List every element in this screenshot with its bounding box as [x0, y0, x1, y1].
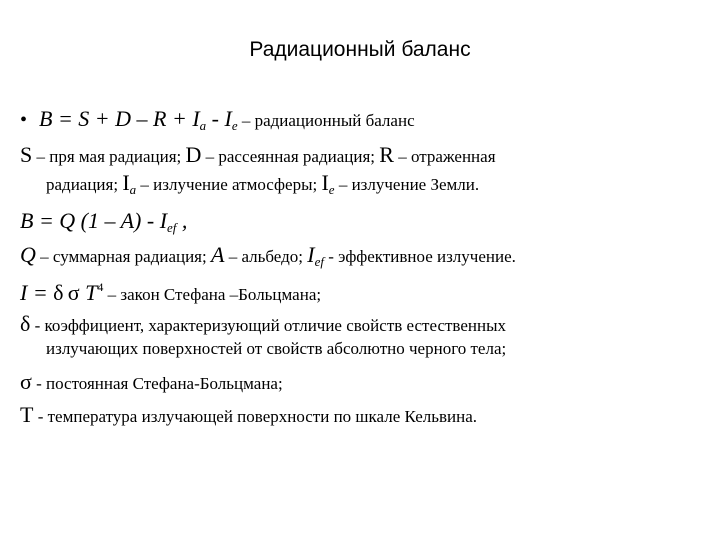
symbol: A [210, 242, 225, 267]
formula-text: , [176, 208, 188, 233]
symbol: T [79, 280, 98, 305]
symbol: I [122, 170, 130, 195]
subscript: e [328, 182, 335, 197]
symbol: R [379, 142, 394, 167]
symbol: S [20, 142, 33, 167]
definition-text: – пря мая радиация; [32, 147, 186, 166]
symbol: I [321, 170, 329, 195]
bullet-icon: • [20, 109, 28, 131]
slide-title: Радиационный баланс [249, 38, 471, 61]
definition-text: – отраженная [393, 147, 496, 166]
sigma-symbol: σ [67, 280, 80, 305]
definition-text: – альбедо; [224, 247, 308, 266]
formula-text: - I [206, 106, 232, 131]
definition-text: - постоянная Стефана-Больцмана; [31, 374, 283, 393]
sigma-symbol: σ [20, 369, 32, 394]
definition-text: – излучение атмосферы; [136, 175, 322, 194]
formula-line-radiation-balance [20, 108, 415, 137]
formula-text: B = S + D – R + I [39, 106, 200, 131]
symbol: D [185, 142, 202, 167]
subscript: a [199, 118, 207, 133]
definition-text: излучающих поверхностей от свойств абсолютно черного тела; [46, 339, 507, 358]
superscript: 4 [97, 280, 104, 294]
subscript: a [129, 182, 137, 197]
definition-text: - температура излучающей поверхности по шкале Кельвина. [33, 407, 477, 426]
definition-text: – рассеянная радиация; [201, 147, 380, 166]
definition-text: - эффективное излучение. [323, 247, 516, 266]
symbol: T [20, 402, 34, 427]
subscript: ef [314, 254, 324, 269]
definition-line [46, 338, 506, 360]
symbol: I [307, 242, 315, 267]
definition-line [20, 144, 496, 168]
subscript: e [231, 118, 238, 133]
formula-line-stefan-boltzmann [20, 276, 321, 306]
description-text: – радиационный баланс [237, 111, 415, 130]
formula-line-balance-q [20, 210, 187, 239]
description-text: – закон Стефана –Больцмана; [103, 285, 322, 304]
definition-line [20, 371, 283, 395]
symbol: Q [20, 242, 36, 267]
definition-line [46, 172, 479, 201]
delta-symbol: δ [53, 280, 64, 305]
definition-text: – суммарная радиация; [35, 247, 211, 266]
definition-text: – излучение Земли. [334, 175, 480, 194]
definition-line [20, 404, 477, 428]
definition-line [20, 313, 506, 337]
definition-text: - коэффициент, характеризующий отличие свойств естественных [30, 316, 507, 335]
definition-text: радиация; [46, 175, 123, 194]
definition-line [20, 244, 516, 273]
delta-symbol: δ [20, 311, 31, 336]
subscript: ef [167, 220, 177, 235]
formula-text: B = Q (1 – A) - I [20, 208, 168, 233]
formula-text: I = [20, 280, 54, 305]
